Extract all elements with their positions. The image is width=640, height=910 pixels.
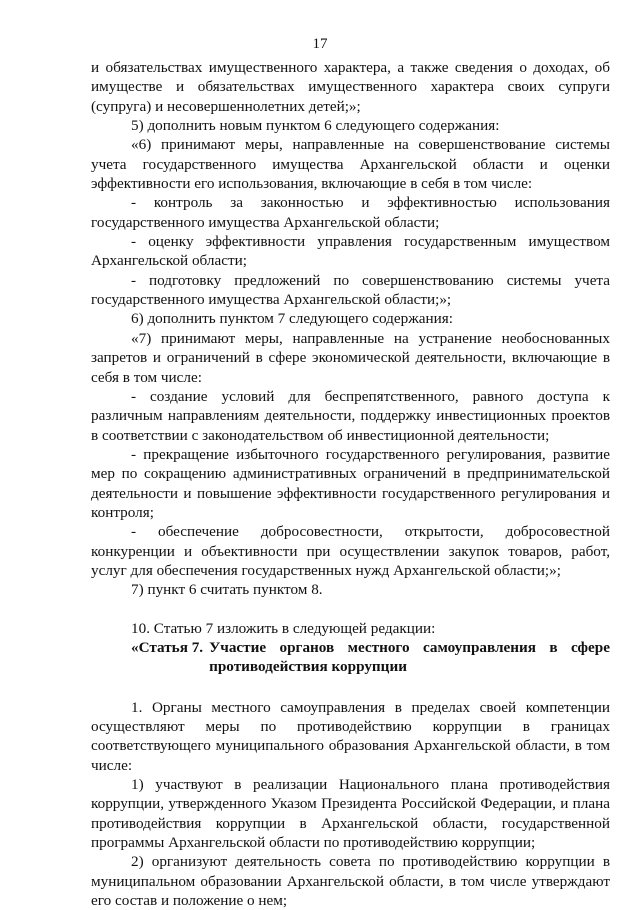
paragraph: «6) принимают меры, направленные на совершенствование системы учета государственного имущества Архангельской области и оценки эффективности его использования, включающие в себя в том числе: [91, 136, 610, 193]
list-item: - подготовку предложений по совершенствованию системы учета государственного имущества Архангельской области;»; [91, 271, 610, 309]
article-label: «Статья 7. [131, 638, 204, 656]
paragraph: и обязательствах имущественного характера, а также сведения о доходах, об имуществе и обязательствах имущественного характера своих супруги (супруга) и несовершеннолетних детей;»; [91, 59, 610, 115]
list-item: 1) участвуют в реализации Национального плана противодействия коррупции, утвержденного Указом Президента Российской Федерации, и плана противодействия коррупции в Архангельской области, государственной программы Архангельской области по противодействию коррупции; [91, 776, 610, 852]
list-item: - контроль за законностью и эффективностью использования государственного имущества Архангельской области; [91, 194, 610, 231]
paragraph: 6) дополнить пунктом 7 следующего содержания: [131, 310, 453, 328]
paragraph: 10. Статью 7 изложить в следующей редакции: [131, 619, 436, 637]
list-item: - обеспечение добросовестности, открытости, добросовестной конкуренции и объективности при осуществлении закупок товаров, работ, услуг для обеспечения государственных нужд Архангельской области;»; [91, 523, 610, 579]
list-item: 2) организуют деятельность совета по противодействию коррупции в муниципальном образовании Архангельской области, в том числе утверждают его состав и положение о нем; [91, 853, 610, 910]
paragraph: «7) принимают меры, направленные на устранение необоснованных запретов и ограничений в сфере экономической деятельности, включающие в себя в том числе: [91, 329, 610, 386]
article-heading [91, 638, 610, 677]
list-item: - создание условий для беспрепятственного, равного доступа к различным направлениям деятельности, поддержку инвестиционных проектов в соответствии с законодательством об инвестиционной деятельности; [91, 387, 610, 444]
document-body [91, 58, 610, 910]
article-title: Участие органов местного самоуправления в сфере противодействия коррупции [209, 638, 610, 676]
paragraph: 7) пункт 6 считать пунктом 8. [131, 581, 323, 599]
page-number: 17 [312, 36, 328, 52]
paragraph: 1. Органы местного самоуправления в пределах своей компетенции осуществляют меры по противодействию коррупции в границах соответствующего муниципального образования Архангельской области, в том числе: [91, 698, 610, 774]
paragraph: 5) дополнить новым пунктом 6 следующего содержания: [131, 117, 500, 135]
list-item: - оценку эффективности управления государственным имуществом Архангельской области; [91, 233, 610, 270]
list-item: - прекращение избыточного государственного регулирования, развитие мер по сокращению административных ограничений в предпринимательской деятельности и повышение эффективности государственного регулирования и контроля; [91, 445, 610, 521]
